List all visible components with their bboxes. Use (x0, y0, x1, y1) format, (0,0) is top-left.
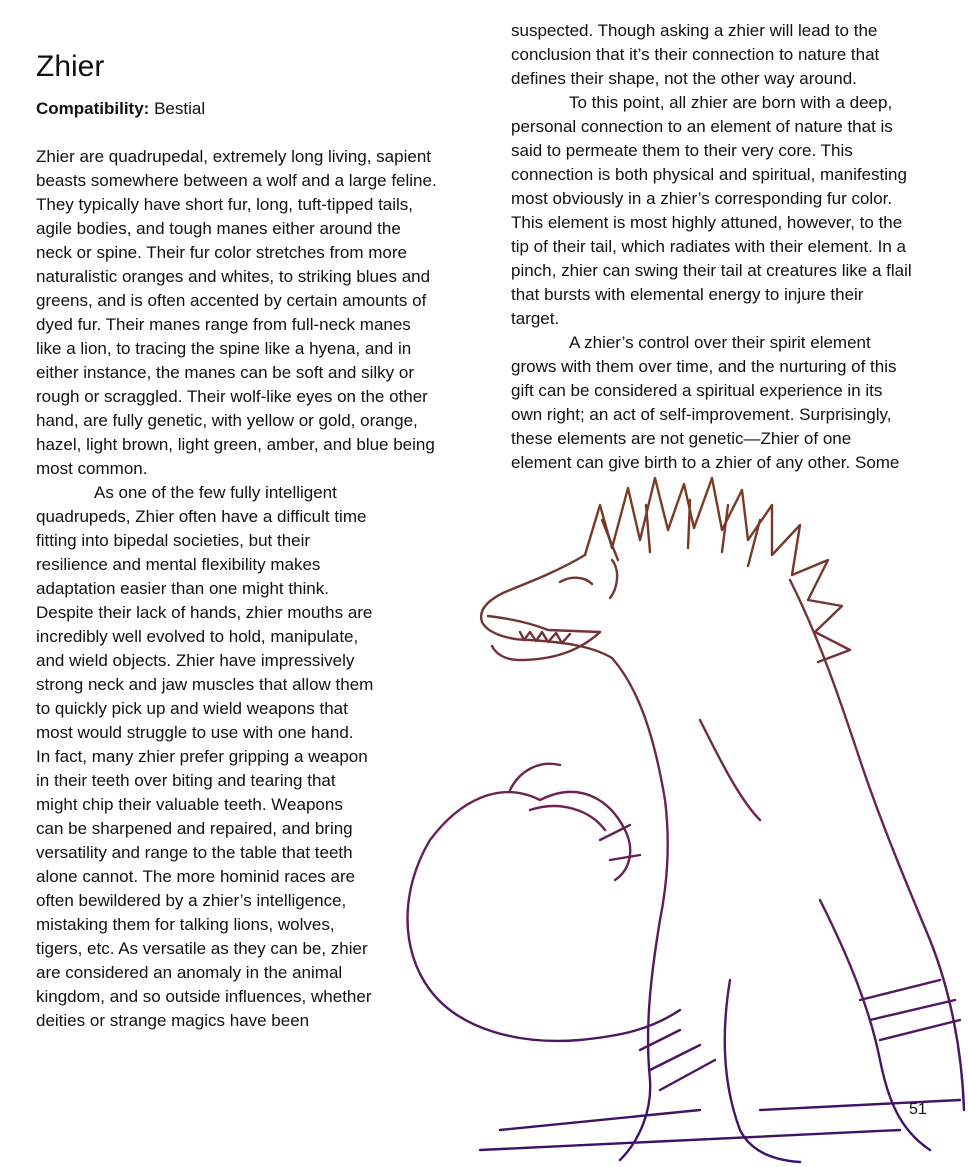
text-line: in their teeth over biting and tearing that (36, 771, 336, 790)
text-line: can be sharpened and repaired, and bring (36, 819, 353, 838)
text-line: tigers, etc. As versatile as they can be, zhier (36, 939, 368, 958)
text-line: defines their shape, not the other way around. (511, 69, 857, 88)
text-line: most would struggle to use with one hand. (36, 723, 354, 742)
text-line: like a lion, to tracing the spine like a hyena, and in (36, 339, 412, 358)
text-line: As one of the few fully intelligent (94, 483, 337, 502)
text-line: mistaking them for talking lions, wolves, (36, 915, 335, 934)
text-line: personal connection to an element of nature that is (511, 117, 893, 136)
text-line: target. (511, 309, 560, 328)
text-line: hazel, light brown, light green, amber, and blue being (36, 435, 435, 454)
compatibility-label: Compatibility: (36, 99, 150, 118)
text-line: kingdom, and so outside influences, whether (36, 987, 372, 1006)
text-line: rough or scraggled. Their wolf-like eyes on the other (36, 387, 428, 406)
text-line: suspected. Though asking a zhier will lead to the (511, 21, 878, 40)
text-line: tip of their tail, which radiates with their element. In a (511, 237, 906, 256)
text-line: most common. (36, 459, 148, 478)
text-line: often bewildered by a zhier’s intelligence, (36, 891, 347, 910)
text-line: alone cannot. The more hominid races are (36, 867, 356, 886)
text-line: element can give birth to a zhier of any other. Some (511, 453, 900, 472)
text-line: greens, and is often accented by certain amounts of (36, 291, 427, 310)
text-line: adaptation easier than one might think. (36, 579, 329, 598)
text-line: In fact, many zhier prefer gripping a weapon (36, 747, 368, 766)
text-line: are considered an anomaly in the animal (36, 963, 343, 982)
text-line: gift can be considered a spiritual experience in its (511, 381, 883, 400)
text-line: To this point, all zhier are born with a deep, (569, 93, 893, 112)
text-line: neck or spine. Their fur color stretches from more (36, 243, 407, 262)
left-column-text (36, 145, 437, 1033)
text-line: hand, are fully genetic, with yellow or gold, orange, (36, 411, 418, 430)
text-line: naturalistic oranges and whites, to striking blues and (36, 267, 431, 286)
text-line: fitting into bipedal societies, but their (36, 531, 311, 550)
text-line: agile bodies, and tough manes either around the (36, 219, 401, 238)
text-line: might chip their valuable teeth. Weapons (36, 795, 343, 814)
text-line: resilience and mental flexibility makes (36, 555, 321, 574)
text-line: pinch, zhier can swing their tail at creatures like a flail (511, 261, 912, 280)
text-line: to quickly pick up and wield weapons that (36, 699, 348, 718)
text-line: This element is most highly attuned, however, to the (511, 213, 903, 232)
text-line: said to permeate them to their very core. This (511, 141, 853, 160)
text-line: grows with them over time, and the nurturing of this (511, 357, 897, 376)
compatibility-line (36, 97, 205, 121)
right-column-text (511, 19, 912, 475)
text-line: Despite their lack of hands, zhier mouths are (36, 603, 373, 622)
zhier-illustration (392, 470, 968, 1167)
compatibility-value: Bestial (154, 99, 206, 118)
text-line: Zhier are quadrupedal, extremely long living, sapient (36, 147, 432, 166)
page-title: Zhier (36, 50, 105, 83)
text-line: and wield objects. Zhier have impressively (36, 651, 355, 670)
text-line: incredibly well evolved to hold, manipulate, (36, 627, 359, 646)
text-line: most obviously in a zhier’s corresponding fur color. (511, 189, 893, 208)
text-line: beasts somewhere between a wolf and a large feline. (36, 171, 437, 190)
text-line: dyed fur. Their manes range from full-neck manes (36, 315, 411, 334)
text-line: strong neck and jaw muscles that allow them (36, 675, 374, 694)
page-number: 51 (909, 1101, 927, 1118)
text-line: that bursts with elemental energy to injure their (511, 285, 864, 304)
text-line: connection is both physical and spiritual, manifesting (511, 165, 907, 184)
text-line: versatility and range to the table that teeth (36, 843, 353, 862)
text-line: They typically have short fur, long, tuft-tipped tails, (36, 195, 414, 214)
text-line: own right; an act of self-improvement. Surprisingly, (511, 405, 892, 424)
text-line: quadrupeds, Zhier often have a difficult time (36, 507, 367, 526)
text-line: either instance, the manes can be soft and silky or (36, 363, 414, 382)
text-line: A zhier’s control over their spirit element (569, 333, 871, 352)
text-line: deities or strange magics have been (36, 1011, 310, 1030)
text-line: these elements are not genetic—Zhier of one (511, 429, 852, 448)
text-line: conclusion that it’s their connection to nature that (511, 45, 880, 64)
